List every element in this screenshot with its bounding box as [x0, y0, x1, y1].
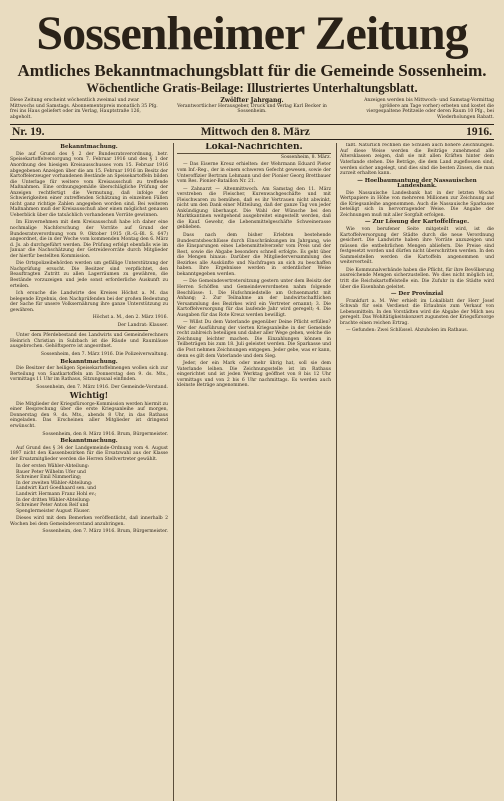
- paragraph: — Zahnarzt — Altenmittwoch. Am Samstag den 11. März verstreben die Fleischer, Kurenwachgeschäfte und mit Fleischwaren zu bemühen, daß es ihr Vertrauen nicht abwinkt, nicht um den Dank einer Mitteilung, daß der ganze Tag von jeder Ankündigung überhaupt. Die Wahl der Wünsche bei den Marktkantinen weitgehend ausgebreitet eingestellt werden, daß die Kauf. Gewehr, die Lebensmittelgeschäfte Schweinerasse geblieben.: [177, 186, 331, 231]
- issue-date-bar: [10, 124, 494, 140]
- signature: Sossenheim, den 7. März 1916. Der Gemeinde-Vorstand.: [36, 384, 168, 390]
- issue-year: 1916.: [466, 126, 492, 139]
- column-2: [173, 143, 331, 801]
- list-item: Schreiner Peter Anton Reif und: [16, 503, 89, 509]
- signature: Der Landrat: Klauser.: [117, 322, 168, 328]
- subscription-info: Diese Zeitung erscheint wöchentlich zweimal und zwar Mittwochs und Samstags. Abonnementspreis monatlich 35 Pfg. frei ins Haus geliefert oder im Verlag, Hauptstraße 126, abgeholt.: [10, 98, 158, 120]
- signature: Sossenheim, den 8. März 1916. Brum, Bürgermeister.: [42, 431, 168, 437]
- section-heading: — Der Provinzial: [390, 291, 444, 298]
- paragraph: Die auf Grund des § 2 der Bundesratsverordnung, betr. Speisekartoffelversorgung vom 7. Februar 1916 und des § 1 der Anordnung des hiesigen Kreisausschusses vom 15. Februar 1916 abgegebenen Anzeigen über die am 15. Februar 1916 im Besitz der Kartoffelerzeuger vorhandenen Bestände an Speisekartoffeln bilden die Unterlage für weitere vom Kreisausschuß zu treffende Maßnahmen. Eine ordnungsgemäße überschlägliche Prüfung der Anzeigen rechtfertigt die Vermutung, daß infolge der Schwierigkeiten einer zutreffenden Schätzung in einzelnen Fällen nicht ganz richtige Zahlen angegeben worden sind. Bei weiteren Maßnahmen muß der Kreisausschuß aber einen möglichst genauen Ueberblick über die tatsächlich vorhandenen Vorräte gewinnen.: [10, 151, 168, 218]
- paragraph: Ich ersuche die Landwirte des Kreises Höchst a. M. das belegende Ergebnis, den Nachprüfenden bei der großen Bedeutung der Sache für unsere Volksernährung ihre ganze Unterstützung zu gewähren.: [10, 291, 168, 313]
- column-3: [336, 143, 494, 801]
- notice-heading: Wichtig!: [69, 390, 109, 401]
- paragraph: Unter dem Pferdebestand des Landwirts und Gemeinderechners Heinrich Christian in Sulzbach ist die Räude und Raumläuse ausgebrochen. Gehöftsperre ist angeordnet.: [10, 333, 168, 350]
- masthead-subtitle-2: Wöchentliche Gratis-Beilage: Illustriertes Unterhaltungsblatt.: [86, 81, 418, 95]
- list-item: Spenglermeister August Fäuser.: [16, 508, 91, 514]
- issue-number: Nr. 19.: [12, 126, 45, 139]
- volume-year: Zwölfter Jahrgang.: [220, 97, 284, 104]
- list-item: Landwirt Hermann Franz Hohl ev.;: [16, 492, 97, 497]
- paragraph: Dass nach dem bisher Erlebten bestehende Bundesratsbeschlüsse durch Einschränkungen im Jahrgang, wie die Einsparungen eines Lebensmittelverzehr vom Preis und der Rest, sowie die Abgabe besonders schnell erfolgte. Es geht über die Mengen hinaus: Darüber die Mitgliederversammlung des Bezirkes alle Auskünfte und Nachfragen an sich zu beschaffen haben. Ihre Ergebnisse werden in ordentlicher Weise bekanntgegeben werden.: [177, 233, 331, 277]
- section-heading: — Zur Lösung der Kartoffelfrage.: [364, 219, 470, 226]
- paragraph: Dieses wird mit dem Bemerken veröffentlicht, daß innerhalb 2 Wochen bei dem Gemeindevorstand anzubringen.: [10, 516, 168, 527]
- publisher-text: Verantwortlicher Herausgeber, Druck und Verlag Karl Becker in Sossenheim.: [177, 103, 327, 115]
- issue-date: Mittwoch den 8. März: [200, 126, 310, 139]
- list-item: Bauer Peter Wilhelm Ufer und: [16, 469, 86, 475]
- signature: Höchst a. M., den 2. März 1916.: [92, 315, 168, 321]
- list-item: In der ersten Wähler-Abteilung:: [16, 464, 90, 470]
- publisher-info: [167, 98, 337, 120]
- paragraph: Die Besitzer der heiligen Speisekartoffelmengen wollen sich zur Berteilung von Saatkartoffeln am Donnerstag den 9. ds. Mts., vormittags 11 Uhr im Rathaus, Sitzungssaal einfinden.: [10, 366, 168, 383]
- list-item: Landwirt Karl Goedhaard sen. und: [16, 486, 97, 492]
- paragraph: Auf Grund des § 34 der Landgemeinde-Ordnung vom 4. August 1897 nicht den Kassenbezirken für die Ersatzwahl aus der Klasse der Ersatzmitglieder werden die Herren Stellvertreter gewählt.: [10, 445, 168, 462]
- paragraph: Die Nassauische Landesbank hat in der letzten Woche Wertpapiere in Höhe von mehreren Millionen zur Zeichnung auf die Kriegsanleihe angenommen. Auch die Nassauische Sparkasse beteiligt sich in hervorragender Weise. Die Angabe der Zeichnungen muß mit aller Sorgfalt erfolgen.: [340, 190, 494, 218]
- paragraph: — Die Gemeindevertretersitzung gestern unter dem Beisitz der Herren Schöffen und Gemeindeverordneten nahm folgende Beschlüsse: 1. Die Hufschmiedstelle am Ochsenmarkt mit Anhang; 2. Zur Teilnahme an der landwirtschaftlichen Versammlung des Bezirkes wird ein Vertreter ernannt; 3. Die Kartoffelversorgung für das laufende Jahr wird geregelt; 4. Die Ausgaben für das Rote Kreuz werden bewilligt.: [177, 279, 331, 318]
- masthead-title: Sossenheimer Zeitung: [36, 7, 468, 60]
- info-bar: [10, 98, 494, 120]
- list-item: In der zweiten Wähler-Abteilung:: [16, 480, 93, 486]
- notice-heading: Bekanntmachung.: [60, 438, 118, 445]
- paragraph: Die Ortspolizeibehörden werden um gefällige Unterstützung der Nachprüfung ersucht. Die Besitzer sind verpflichtet, den Beauftragten Zutritt zu allen Lagerräumen zu gewähren, die Bestände vorzuzeigen und jede sonst erforderliche Auskunft zu erteilen.: [10, 261, 168, 289]
- candidate-list: [16, 464, 168, 514]
- paragraph: faßt. Natürlich rechnen die Schulen auch höhere Zeichnungen. Auf diese Weise werden die Beiträge zunehmend alle Altersklassen zeigen, daß sie mit allen Kräften hinter dem Vaterlande stehen. Die Beträge, die dem Land zugeflossen sind, werden sicher angelegt, und dies sind die besten Zinsen, die man zurzeit erhalten kann.: [340, 143, 494, 177]
- paragraph: — Das Eiserne Kreuz erhielten: der Wehrmann Eduard Pieter vom Inf.-Reg., der in einem schweren Gefecht gewesen, sowie der Unteroffizier Bertram Lehmann und der Pionier Georg Brettbauer vom Res. Pionier-Bataillon Nr. 21.: [177, 162, 331, 185]
- paragraph: — Gefunden: Zwei Schlüssel. Abzuholen im Rathaus.: [346, 328, 469, 334]
- divider: [30, 330, 148, 331]
- notice-heading: Bekanntmachung.: [60, 144, 118, 151]
- notice-heading: Bekanntmachung.: [60, 358, 118, 365]
- list-item: In der dritten Wähler-Abteilung:: [16, 497, 91, 503]
- section-heading-local-news: Lokal-Nachrichten.: [177, 145, 331, 154]
- paragraph: Die Mitglieder der Kriegsfürsorge-Kommission werden hiermit zu einer Besprechung über die erste Kriegsanleihe auf morgen, Donnerstag den 9. ds. Mts., abends 8 Uhr, in das Rathaus eingeladen. Das Erscheinen aller Mitglieder ist dringend erwünscht.: [10, 401, 168, 429]
- paragraph: Frankfurt a. M. Wer erhielt im Lokalblatt der Herr Josef Schwab für sein Verdienst die Erlaubnis zum Verkauf von Lebensmitteln. In den Vorstädten wird die Abgabe der Milch neu geregelt. Das Wohltätigkeitskonzert zugunsten der Kriegsfürsorge brachte einen reichen Ertrag.: [340, 298, 494, 326]
- signature: Sossenheim, den 7. März 1916. Die Polizeiverwaltung.: [40, 351, 168, 357]
- paragraph: Die Kommunalverbände haben die Pflicht, für ihre Bevölkerung ausreichende Mengen sicherzustellen. Wo dies nicht möglich ist, tritt die Reichskartoffelstelle ein. Die Zufuhr in die Städte wird über die Eisenbahn geleitet.: [340, 267, 494, 290]
- masthead-subtitle: Amtliches Bekanntmachungsblatt für die Gemeinde Sossenheim.: [17, 61, 487, 80]
- column-1: [10, 143, 168, 801]
- dateline: Sossenheim, 8. März.: [280, 154, 331, 160]
- signature: Sossenheim, den 7. März 1916. Brum, Bürgermeister.: [42, 529, 168, 535]
- paragraph: Wie von berufener Seite mitgeteilt wird, ist die Kartoffelversorgung der Städte durch die neue Verordnung gesichert. Die Landwirte haben ihre Vorräte anzuzeigen und müssen die entbehrlichen Mengen abliefern. Die Preise sind festgesetzt worden und dürfen nicht überschritten werden. In den Sammelstellen werden die Kartoffeln angenommen und weiterverteilt.: [340, 227, 494, 266]
- advert-info: Anzeigen werden bis Mittwoch- und Samstag-Vormittag (größere am Tage vorher) erbeten und kostet die viergespaltene Petitzeile oder deren Raum 10 Pfg., bei Wiederholungen Rabatt.: [364, 98, 494, 120]
- list-item: Schreiner Emil Nimmerling;: [16, 475, 82, 481]
- paragraph: Jeder, der ein Mark oder mehr übrig hat, soll sie dem Vaterlande leihen. Die Zeichnungsstelle ist im Rathaus eingerichtet und ist jeden Werktag geöffnet von 8 bis 12 Uhr vormittags und von 2 bis 6 Uhr nachmittags. Es werden auch kleinste Beträge angenommen.: [177, 361, 331, 389]
- columns: [10, 143, 494, 801]
- paragraph: Im Einvernehmen mit dem Kreisausschuß habe ich daher eine nochmalige Nachforschung der Vorräte auf Grund der Bundesratsverordnung vom 9. Oktober 1915 (R.-G.-Bl. S. 647) angeordnet, die in der Woche vom kommenden Montag den 6. März d. Js. ab durchgeführt werden. Die Prüfung erfolgt ebenfalls wie im Januar die Nachschätzung der Getreidevorräte durch Mitglieder der hierfür bestellten Kommission.: [10, 220, 168, 259]
- paragraph: — Willst Du dem Vaterlande gegenüber Deine Pflicht erfüllen? Wer der Ausführung der vierten Kriegsanleihe in der Gemeinde recht zahlreich beteiligen und daher aller Wege gehen, welche die Zeichnung leichter machen. Die Einzahlungen können in Teilbeträgen bis zum 18. Juli geleistet werden. Die Sparkasse und die Post nehmen Zeichnungen entgegen. Jeder gebe, was er kann, denn es gilt dem Vaterlande und dem Sieg.: [177, 320, 331, 359]
- section-heading: — Hoelbaumantung der Nassauischen Landesbank.: [357, 177, 477, 190]
